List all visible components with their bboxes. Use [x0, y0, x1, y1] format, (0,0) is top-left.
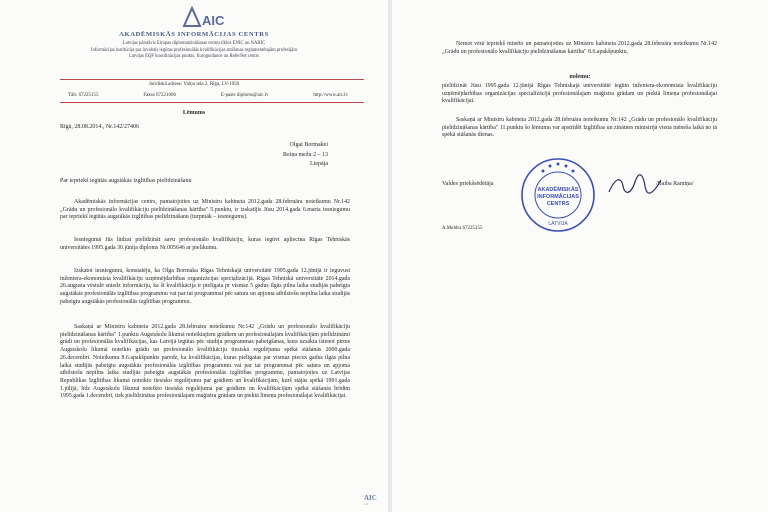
- body-paragraph: Iesniegumā Jūs lūdzat pielīdzināt savu profesionālo kvalifikāciju, kuras iegūvi apliecina Rīgas Tehniskās universitātes 1995.gada 30.jūnija diploms Nr.005646 ar pielikumu.: [60, 237, 350, 251]
- recipient-city: Liepāja: [310, 161, 328, 167]
- fax: Fakss 67221006: [143, 93, 177, 98]
- appeal-paragraph: Saskaņā ar Ministru kabineta 2012.gada 28.februāra noteikumu Nr.142 „Grādu un profesionālo kvalifikāciju pielīdzināšanas kārtība" 11.punktu šo lēmumu var apstrīdēt Izglītības un zinātnes ministrijā viena mēneša laikā no tā spēkā stāšanās dienas.: [442, 117, 717, 139]
- subject-line: Par iepriekš iegūtās augstākās izglītības pielīdzināšanu: [60, 178, 192, 184]
- organization-name: AKADĒMISKĀS INFORMĀCIJAS CENTRS: [119, 31, 269, 38]
- svg-text:CENTRS: CENTRS: [546, 201, 570, 207]
- recipient-block: [283, 141, 328, 170]
- svg-text:AKADĒMISKĀS: AKADĒMISKĀS: [537, 187, 579, 193]
- decision-text: pielīdzināt Jūsu 1995.gada 12.jūnijā Rīgas Tehniskajā universitātē iegūto inženiera-ekonomista kvalifikāciju uzņēmējdarbības organizācijas specializācijā profesionālajam maģistra grādam un piektā līmeņa profesionālajai kvalifikācijai.: [442, 83, 717, 105]
- body-paragraph: Akadēmiskās informācijas centrs, pamatojoties uz Ministru kabineta 2012.gada 28.februāra noteikumu Nr.142 „Grādu un profesionālo kvalifikāciju pielīdzināšanas kārtība" 5.punktu, ir izskatījis Jūsu 2014.gada 6.marta iesniegumu par iepriekš iegūtās augstākās izglītības pielīdzināšanu (turpmāk – iesniegums).: [60, 199, 350, 221]
- page-number: 1/2: [364, 502, 368, 506]
- svg-text:AIC: AIC: [202, 13, 225, 28]
- header-line: Latvijas pārstāvis Eiropas diplomatzināšanas centru tīklos ENIC un NARIC: [122, 41, 266, 46]
- contact-divider: [60, 102, 364, 103]
- signer-name: /Baiba Ramiņa/: [656, 181, 694, 187]
- letter-page-2: [392, 0, 768, 512]
- aic-logo: [178, 6, 226, 28]
- header-divider: [60, 79, 364, 80]
- organization-description: [40, 41, 348, 61]
- signer-role: Valdes priekšsēdētāja: [442, 181, 494, 187]
- decision-heading: nolemu:: [569, 74, 591, 80]
- phone: Tālr. 67225155: [68, 93, 99, 98]
- contact-line: [68, 93, 348, 98]
- body-paragraph: Ņemot vērā iepriekš minēto un pamatojoties uz Ministru kabineta 2012.gada 28.februāra noteikumu Nr.142 „Grādu un profesionālo kvalifikāciju pielīdzināšanas kārtība" 8.6.apakšpunktu,: [442, 41, 717, 55]
- website: http://www.aic.lv: [313, 93, 348, 98]
- author-contact: A.Meldra 67225155: [442, 226, 483, 231]
- footer-logo: [364, 494, 377, 506]
- reference-number: Rīgā, 28.08.2014., Nr.142/27406: [60, 124, 139, 130]
- footer-logo-text: AIC: [364, 494, 377, 502]
- body-paragraph: Saskaņā ar Ministru kabineta 2012.gada 28.februāra noteikumu Nr.142 „Grādu un profesionālo kvalifikāciju pielīdzināšanas kārtība" 1.punktu Augstskolu likumā noteiktajiem grādiem un profesionālajām kvalifikācijām pielīdzināmi grādi un profesionālās kvalifikācijas, kas Latvijā iegūtas pēc studiju programmas pabeigšanas, kura uzsākta īstenot pirms Augstskolu likumā noteikto grādu un profesionālo kvalifikāciju tiesiskā regulējuma spēkā stāšanās 2000.gada 26.decembrī. Noteikumu 8.6.apakšpunkts paredz, ka kvalifikācijas, kuras pielīgatas par vismaz piecus gadus ilgās pilna laika studijās pabeigtu augstākās profesionālās izglītības programmu vai par tai programmai pēc satura un apjoma atbilstošu nepilna laika studijās pabeigtu augstākās profesionālās izglītības programmu, pamatojoties uz Latvijas Republikas Izglītības likumā noteikto tiesisko regulējumu par grādiem un kvalifikācijām, kurš stājās spēkā 1991.gada 1.jūlijā, līdz Augstskolu likumā noteikto tiesiskā regulējuma par grādiem un kvalifikācijām spēkā stāšanās brīdim 1995.gada 1.decembrī, tiek pielīdzinātas profesionālajam maģistra grādam un piektā līmeņa profesionālajai kvalifikācijai.: [60, 324, 350, 400]
- header-line: Latvijas EQF koordinācijas punkts, Euroguidance un ReferNet centrs: [128, 54, 260, 59]
- recipient-name: Olgai Bormakei: [289, 142, 328, 148]
- document-type: Lēmums: [182, 110, 206, 116]
- svg-text:INFORMĀCIJAS: INFORMĀCIJAS: [537, 194, 579, 200]
- legal-address: Juridiskā adrese: Valņu iela 2, Rīga, LV-1050: [148, 82, 240, 87]
- official-stamp: [518, 155, 598, 235]
- svg-text:LATVIJA: LATVIJA: [548, 221, 568, 227]
- recipient-street: Reiņa mežu 2 – 13: [283, 151, 328, 158]
- header-line: Informācijas institūcija par ārvalstīs iegūtas profesionālās kvalifikācijas atzīšanas reglamentētajām profesijām: [90, 47, 298, 53]
- body-paragraph: Izskatot iesniegumu, konstatēju, ka Olga Bormaka Rīgas Tehniskajā universitātē 1995.gada 12.jūnijā ir ieguvusi inženiera-ekonomista kvalifikāciju uzņēmējdarbības organizācijas specializācijā. Rīgas Tehniskā universitāte 2014.gada 26.augusta vēstulē sniedz informāciju, ka šī kvalifikācija ir pielīgata pr vismaz 5 gadus ilgās pilna laika studijās pabeigta augstākās profesionālās izglītības programmu vai par tai programmai pēc satura un apjoma atbilstošu nepilna laika studijās pabeigtu augstākās profesionālās izglītības programmu.: [60, 268, 350, 305]
- email: E-pasts diploms@aic.lv: [220, 93, 269, 98]
